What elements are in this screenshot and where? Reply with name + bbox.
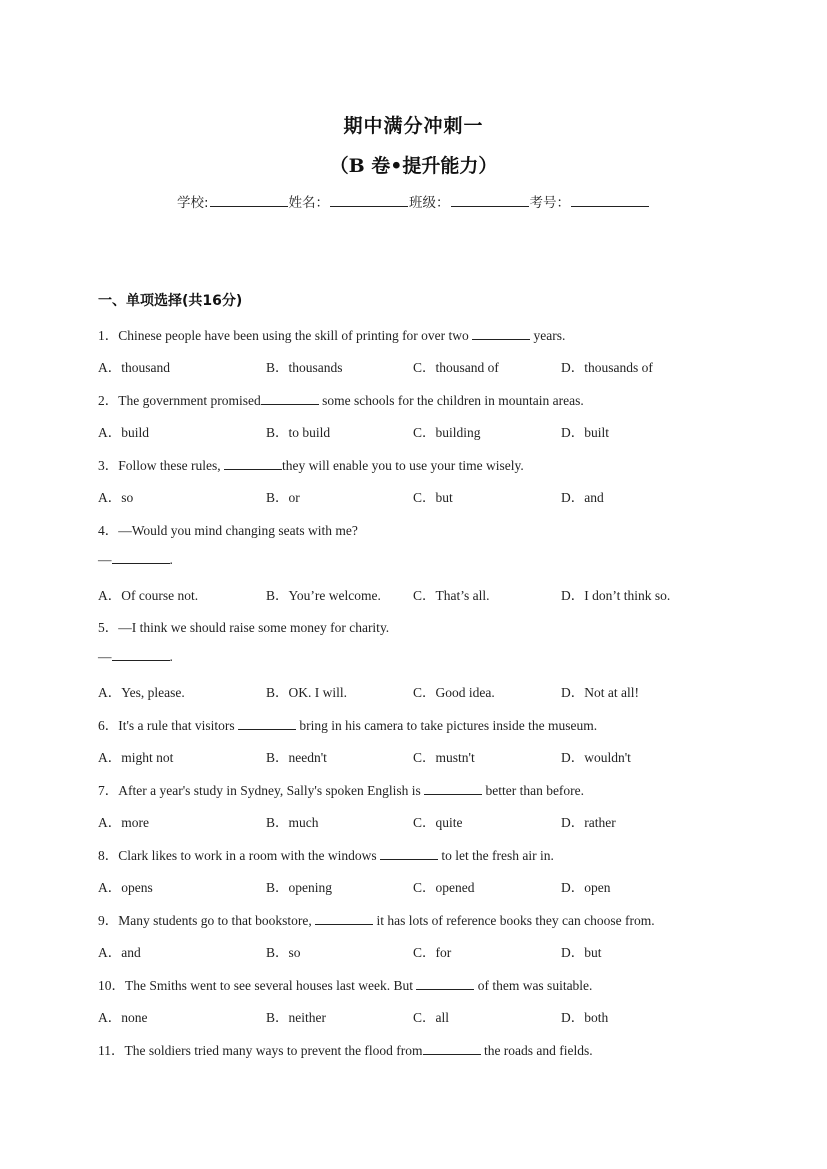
option-c[interactable]: C．thousand of: [413, 360, 499, 375]
question-text-tail: to let the fresh air in.: [437, 848, 554, 863]
option-c[interactable]: C．building: [413, 425, 481, 440]
question-text: 9．Many students go to that bookstore,: [98, 913, 316, 928]
reply-line: [98, 551, 173, 568]
question-8: [98, 844, 554, 864]
question-text: 11．The soldiers tried many ways to prevent the flood from: [98, 1043, 423, 1058]
option-d[interactable]: D．rather: [561, 815, 616, 830]
question-text: 8．Clark likes to work in a room with the windows: [98, 848, 380, 863]
exam-no-label: 考号：: [529, 195, 571, 211]
question-11: [98, 1039, 593, 1059]
answer-blank[interactable]: [112, 648, 170, 661]
option-d[interactable]: D．built: [561, 425, 610, 440]
question-5: [98, 616, 389, 636]
question-text: 7．After a year's study in Sydney, Sally's spoken English is: [98, 783, 425, 798]
reply-period: .: [169, 552, 173, 567]
question-text-tail: some schools for the children in mountain areas.: [318, 393, 584, 408]
option-d[interactable]: D．open: [561, 880, 611, 895]
option-a[interactable]: A．might not: [98, 750, 174, 765]
option-d[interactable]: D．thousands of: [561, 360, 653, 375]
question-text-tail: years.: [530, 328, 566, 343]
question-7: [98, 779, 584, 799]
page-title: 期中满分冲刺一: [343, 115, 484, 137]
question-3: [98, 454, 524, 474]
option-d[interactable]: D．Not at all!: [561, 685, 639, 700]
reply-dash: —: [98, 649, 112, 664]
question-1: [98, 324, 565, 344]
answer-blank[interactable]: [315, 912, 373, 925]
section-heading: 一、单项选择(共16分): [98, 293, 243, 309]
option-c[interactable]: C．mustn't: [413, 750, 475, 765]
school-label: 学校:: [176, 195, 209, 211]
option-b[interactable]: B．OK. I will.: [266, 685, 347, 700]
student-info-row: [0, 191, 827, 211]
reply-line: [98, 648, 173, 665]
option-d[interactable]: D．but: [561, 945, 602, 960]
question-6: [98, 714, 597, 734]
answer-blank[interactable]: [424, 782, 482, 795]
option-a[interactable]: A．opens: [98, 880, 153, 895]
question-text: 1．Chinese people have been using the skill of printing for over two: [98, 328, 473, 343]
question-4: [98, 519, 358, 539]
option-b[interactable]: B．opening: [266, 880, 332, 895]
class-field[interactable]: [451, 192, 529, 207]
question-10: [98, 974, 592, 994]
answer-blank[interactable]: [472, 327, 530, 340]
option-a[interactable]: A．and: [98, 945, 141, 960]
question-text-tail: it has lots of reference books they can choose from.: [373, 913, 655, 928]
answer-blank[interactable]: [224, 457, 282, 470]
option-b[interactable]: B．much: [266, 815, 319, 830]
option-c[interactable]: C．all: [413, 1010, 449, 1025]
option-a[interactable]: A．none: [98, 1010, 148, 1025]
option-c[interactable]: C．Good idea.: [413, 685, 495, 700]
answer-blank[interactable]: [112, 551, 170, 564]
class-label: 班级：: [409, 195, 450, 211]
question-text: 3．Follow these rules,: [98, 458, 224, 473]
option-a[interactable]: A．more: [98, 815, 149, 830]
option-b[interactable]: B．or: [266, 490, 300, 505]
option-b[interactable]: B．to build: [266, 425, 331, 440]
reply-dash: —: [98, 552, 112, 567]
option-a[interactable]: A．thousand: [98, 360, 170, 375]
option-a[interactable]: A．build: [98, 425, 150, 440]
question-9: [98, 909, 655, 929]
question-2: [98, 389, 584, 409]
reply-period: .: [169, 649, 173, 664]
question-text: 5．—I think we should raise some money for charity.: [98, 620, 390, 635]
option-b[interactable]: B．neither: [266, 1010, 326, 1025]
school-field[interactable]: [210, 192, 288, 207]
option-b[interactable]: B．so: [266, 945, 301, 960]
question-text-tail: better than before.: [482, 783, 585, 798]
option-b[interactable]: B．needn't: [266, 750, 327, 765]
option-d[interactable]: D．and: [561, 490, 604, 505]
option-c[interactable]: C．but: [413, 490, 453, 505]
answer-blank[interactable]: [416, 977, 474, 990]
question-text-tail: bring in his camera to take pictures inside the museum.: [296, 718, 598, 733]
option-d[interactable]: D．I don’t think so.: [561, 588, 671, 603]
option-b[interactable]: B．thousands: [266, 360, 343, 375]
option-c[interactable]: C．for: [413, 945, 452, 960]
option-d[interactable]: D．both: [561, 1010, 609, 1025]
name-label: 姓名：: [288, 195, 330, 211]
question-text: 6．It's a rule that visitors: [98, 718, 239, 733]
exam-no-field[interactable]: [571, 192, 649, 207]
option-c[interactable]: C．That’s all.: [413, 588, 490, 603]
option-d[interactable]: D．wouldn't: [561, 750, 631, 765]
question-text-tail: of them was suitable.: [474, 978, 593, 993]
question-text: 4．—Would you mind changing seats with me?: [98, 523, 358, 538]
page-subtitle: （B 卷•提升能力）: [329, 155, 498, 177]
option-c[interactable]: C．opened: [413, 880, 475, 895]
option-b[interactable]: B．You’re welcome.: [266, 588, 381, 603]
option-a[interactable]: A．so: [98, 490, 134, 505]
option-a[interactable]: A．Yes, please.: [98, 685, 185, 700]
answer-blank[interactable]: [423, 1042, 481, 1055]
question-text-tail: they will enable you to use your time wisely.: [282, 458, 524, 473]
question-text: 10．The Smiths went to see several houses last week. But: [98, 978, 417, 993]
answer-blank[interactable]: [238, 717, 296, 730]
answer-blank[interactable]: [380, 847, 438, 860]
option-a[interactable]: A．Of course not.: [98, 588, 199, 603]
question-text: 2．The government promised: [98, 393, 261, 408]
option-c[interactable]: C．quite: [413, 815, 463, 830]
answer-blank[interactable]: [261, 392, 319, 405]
question-text-tail: the roads and fields.: [480, 1043, 593, 1058]
name-field[interactable]: [330, 192, 408, 207]
